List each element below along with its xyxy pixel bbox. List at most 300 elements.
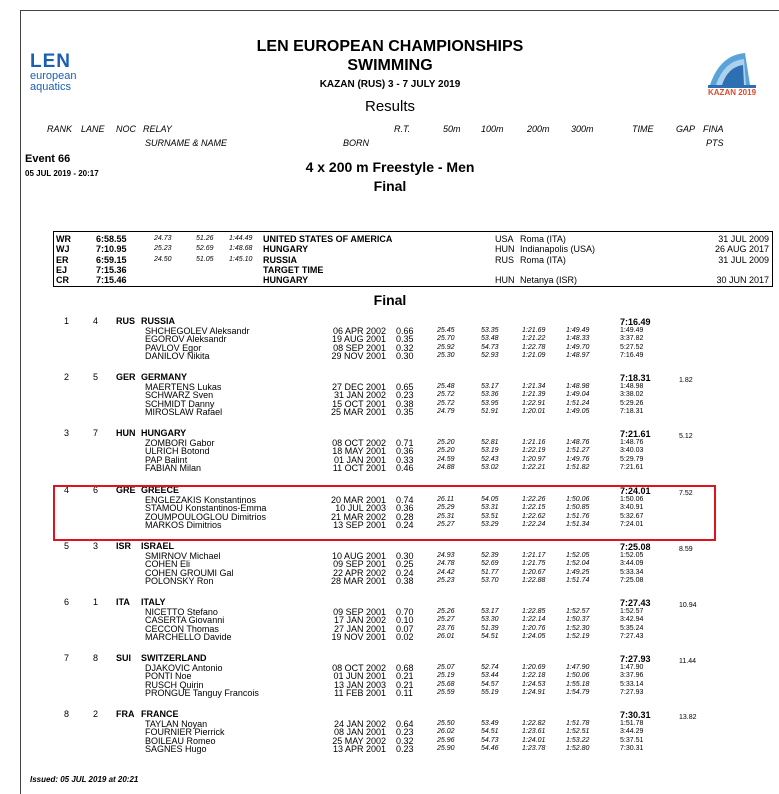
swimmer-split-100: 53.30 bbox=[481, 616, 499, 624]
swimmer-split-150: 1:21.16 bbox=[522, 438, 546, 446]
swimmer-split-150: 1:23.61 bbox=[522, 728, 546, 736]
swimmer-cumulative: 7:27.43 bbox=[620, 633, 644, 641]
swimmer-split-50: 25.92 bbox=[437, 343, 455, 351]
team-name: SWITZERLAND bbox=[141, 653, 207, 663]
swimmer-rt: 0.21 bbox=[396, 671, 414, 682]
swimmer-split-50: 25.20 bbox=[437, 447, 455, 455]
swimmer-split-200: 1:48.76 bbox=[566, 438, 590, 446]
swimmer-split-100: 54.51 bbox=[481, 633, 499, 641]
swimmer-split-100: 51.39 bbox=[481, 624, 499, 632]
swimmer-rt: 0.23 bbox=[396, 727, 414, 738]
swimmer-born: 31 JAN 2002 bbox=[333, 390, 386, 401]
swimmer-split-150: 1:20.97 bbox=[522, 455, 546, 463]
record-noc: USA bbox=[495, 234, 514, 244]
swimmer-born: 21 MAR 2002 bbox=[330, 511, 386, 522]
swimmer-split-50: 25.27 bbox=[437, 521, 455, 529]
team-time: 7:30.31 bbox=[620, 710, 651, 720]
team-lane: 8 bbox=[93, 653, 99, 663]
team-gap: 11.44 bbox=[679, 658, 696, 665]
swimmer-rt: 0.65 bbox=[396, 381, 414, 392]
swimmer-split-50: 25.26 bbox=[437, 607, 455, 615]
swimmer-cumulative: 3:37.82 bbox=[620, 335, 644, 343]
swimmer-born: 08 SEP 2001 bbox=[333, 342, 386, 353]
swimmer-rt: 0.02 bbox=[396, 632, 414, 643]
record-code: ER bbox=[56, 254, 69, 265]
swimmer-split-100: 53.95 bbox=[481, 399, 499, 407]
swimmer-cumulative: 5:37.51 bbox=[620, 736, 644, 744]
record-time: 7:15.46 bbox=[96, 275, 127, 286]
swimmer-split-200: 1:49.70 bbox=[566, 343, 590, 351]
team-rank: 6 bbox=[64, 597, 70, 607]
swimmer-split-150: 1:20.01 bbox=[522, 408, 546, 416]
col-noc: NOC bbox=[116, 124, 136, 134]
record-holder: RUSSIA bbox=[263, 254, 298, 265]
swimmer-name: COHEN GROUMI Gal bbox=[145, 567, 234, 578]
record-noc: HUN bbox=[495, 275, 515, 286]
swimmer-rt: 0.25 bbox=[396, 559, 414, 570]
swimmer-split-50: 25.20 bbox=[437, 438, 455, 446]
issued-note: Issued: 05 JUL 2019 at 20:21 bbox=[30, 775, 139, 784]
record-venue: Roma (ITA) bbox=[520, 234, 566, 244]
len-logo bbox=[30, 52, 90, 97]
team-gap: 13.82 bbox=[679, 714, 697, 721]
swimmer-name: BOILEAU Romeo bbox=[145, 735, 216, 746]
swimmer-born: 09 SEP 2001 bbox=[333, 606, 386, 617]
team-gap: 1.82 bbox=[679, 377, 693, 384]
swimmer-name: MAERTENS Lukas bbox=[145, 381, 222, 392]
swimmer-split-50: 25.59 bbox=[437, 689, 455, 697]
swimmer-split-100: 53.49 bbox=[481, 719, 499, 727]
record-date: 30 JUN 2017 bbox=[716, 275, 769, 286]
swimmer-split-150: 1:22.24 bbox=[522, 521, 546, 529]
team-time: 7:25.08 bbox=[620, 542, 651, 552]
swimmer-split-50: 23.76 bbox=[437, 624, 455, 632]
swimmer-born: 19 AUG 2001 bbox=[331, 334, 386, 345]
swimmer-split-50: 24.78 bbox=[437, 560, 455, 568]
record-code: CR bbox=[56, 275, 69, 286]
swimmer-born: 10 JUL 2003 bbox=[335, 503, 386, 514]
swimmer-split-100: 53.36 bbox=[481, 391, 499, 399]
swimmer-split-150: 1:22.91 bbox=[522, 399, 546, 407]
swimmer-split-50: 25.31 bbox=[437, 512, 455, 520]
swimmer-split-50: 24.42 bbox=[437, 568, 455, 576]
swimmer-cumulative: 5:29.79 bbox=[620, 455, 644, 463]
col-200m: 200m bbox=[527, 124, 550, 134]
swimmer-cumulative: 3:37.96 bbox=[620, 672, 644, 680]
swimmer-rt: 0.30 bbox=[396, 351, 414, 362]
swimmer-cumulative: 3:44.29 bbox=[620, 728, 644, 736]
swimmer-name: ULRICH Botond bbox=[145, 446, 210, 457]
team-time: 7:18.31 bbox=[620, 373, 651, 383]
col-300m: 300m bbox=[571, 124, 594, 134]
swimmer-split-50: 25.29 bbox=[437, 504, 455, 512]
swimmer-rt: 0.38 bbox=[396, 398, 414, 409]
swimmer-split-150: 1:21.22 bbox=[522, 335, 546, 343]
event-name: 4 x 200 m Freestyle - Men bbox=[305, 159, 475, 175]
swimmer-split-200: 1:51.78 bbox=[566, 719, 590, 727]
swimmer-name: PAVLOV Egor bbox=[145, 342, 202, 353]
kazan-logo bbox=[700, 45, 765, 100]
record-venue: Roma (ITA) bbox=[520, 254, 566, 265]
swimmer-split-150: 1:21.69 bbox=[522, 326, 546, 334]
swimmer-split-200: 1:50.06 bbox=[566, 495, 590, 503]
swimmer-split-200: 1:52.05 bbox=[566, 551, 590, 559]
swimmer-split-150: 1:21.09 bbox=[522, 352, 546, 360]
col-surname: SURNAME & NAME bbox=[145, 138, 228, 148]
swimmer-born: 13 JAN 2003 bbox=[333, 679, 386, 690]
swimmer-name: CASERTA Giovanni bbox=[145, 615, 225, 626]
swimmer-split-50: 26.11 bbox=[437, 495, 454, 503]
swimmer-born: 13 SEP 2001 bbox=[333, 520, 386, 531]
swimmer-name: SCHWARZ Sven bbox=[145, 390, 214, 401]
swimmer-split-50: 25.96 bbox=[437, 736, 455, 744]
swimmer-rt: 0.35 bbox=[396, 407, 414, 418]
swimmer-name: DJAKOVIC Antonio bbox=[145, 662, 223, 673]
team-rank: 7 bbox=[64, 653, 70, 663]
swimmer-split-100: 52.93 bbox=[481, 352, 499, 360]
swimmer-rt: 0.07 bbox=[396, 623, 414, 634]
swimmer-name: MIROSLAW Rafael bbox=[145, 407, 223, 418]
team-rank: 8 bbox=[64, 709, 70, 719]
col-gap: GAP bbox=[676, 124, 696, 134]
col-born: BORN bbox=[343, 138, 370, 148]
record-split-1: 25.23 bbox=[154, 245, 172, 253]
swimmer-born: 28 MAR 2001 bbox=[330, 576, 386, 587]
swimmer-cumulative: 1:48.98 bbox=[620, 382, 644, 390]
swimmer-split-50: 24.93 bbox=[437, 551, 455, 559]
highlight-box bbox=[53, 485, 716, 541]
team-noc: FRA bbox=[116, 709, 135, 719]
swimmer-cumulative: 5:33.34 bbox=[620, 568, 644, 576]
team-rank: 5 bbox=[64, 541, 70, 551]
swimmer-born: 15 OCT 2001 bbox=[332, 398, 386, 409]
swimmer-split-200: 1:52.30 bbox=[566, 624, 590, 632]
swimmer-split-50: 25.68 bbox=[437, 680, 455, 688]
swimmer-split-100: 54.46 bbox=[481, 745, 499, 753]
swimmer-name: SMIRNOV Michael bbox=[145, 550, 221, 561]
swimmer-name: PRONGUE Tanguy Francois bbox=[145, 688, 259, 699]
record-code: EJ bbox=[56, 264, 68, 275]
swimmer-split-100: 54.51 bbox=[481, 728, 499, 736]
event-number: Event 66 bbox=[25, 153, 71, 165]
team-noc: GER bbox=[116, 372, 136, 382]
swimmer-split-50: 25.27 bbox=[437, 616, 455, 624]
record-holder: TARGET TIME bbox=[263, 264, 324, 275]
swimmer-cumulative: 5:27.52 bbox=[620, 343, 644, 351]
swimmer-split-50: 25.23 bbox=[437, 577, 455, 585]
team-time: 7:27.93 bbox=[620, 654, 651, 664]
swimmer-name: FOURNIER Pierrick bbox=[145, 727, 225, 738]
swimmer-rt: 0.64 bbox=[396, 718, 414, 729]
swimmer-split-150: 1:20.69 bbox=[522, 663, 546, 671]
swimmer-cumulative: 7:18.31 bbox=[620, 408, 644, 416]
swimmer-born: 08 OCT 2002 bbox=[332, 437, 386, 448]
swimmer-name: MARCHELLO Davide bbox=[145, 632, 232, 643]
record-time: 7:10.95 bbox=[96, 244, 127, 255]
len-logo-text-1: european bbox=[30, 70, 77, 82]
swimmer-born: 27 DEC 2001 bbox=[331, 381, 386, 392]
swimmer-split-150: 1:22.18 bbox=[522, 672, 546, 680]
swimmer-split-50: 25.45 bbox=[437, 326, 455, 334]
swimmer-name: SCHMIDT Danny bbox=[145, 398, 215, 409]
championship-title: LEN EUROPEAN CHAMPIONSHIPS bbox=[256, 38, 524, 55]
sport-title: SWIMMING bbox=[347, 57, 433, 74]
venue-dates: KAZAN (RUS) 3 - 7 JULY 2019 bbox=[319, 79, 461, 90]
swimmer-split-200: 1:52.57 bbox=[566, 607, 590, 615]
swimmer-born: 10 AUG 2001 bbox=[331, 550, 386, 561]
swimmer-rt: 0.32 bbox=[396, 342, 414, 353]
swimmer-split-150: 1:24.05 bbox=[522, 633, 546, 641]
swimmer-cumulative: 7:30.31 bbox=[620, 745, 644, 753]
swimmer-rt: 0.10 bbox=[396, 615, 414, 626]
swimmer-cumulative: 1:49.49 bbox=[620, 326, 644, 334]
swimmer-cumulative: 7:21.61 bbox=[620, 464, 644, 472]
swimmer-split-200: 1:49.04 bbox=[566, 391, 590, 399]
swimmer-cumulative: 5:32.67 bbox=[620, 512, 644, 520]
swimmer-split-200: 1:51.34 bbox=[566, 521, 590, 529]
swimmer-split-200: 1:47.90 bbox=[566, 663, 590, 671]
swimmer-split-100: 54.73 bbox=[481, 736, 499, 744]
swimmer-name: ENGLEZAKIS Konstantinos bbox=[145, 494, 257, 505]
col-100m: 100m bbox=[481, 124, 504, 134]
team-lane: 7 bbox=[93, 428, 99, 438]
swimmer-cumulative: 3:40.91 bbox=[620, 504, 644, 512]
swimmer-rt: 0.68 bbox=[396, 662, 414, 673]
swimmer-split-50: 25.07 bbox=[437, 663, 455, 671]
swimmer-cumulative: 1:52.05 bbox=[620, 551, 644, 559]
swimmer-rt: 0.66 bbox=[396, 325, 414, 336]
team-name: GREECE bbox=[141, 485, 180, 495]
swimmer-rt: 0.70 bbox=[396, 606, 414, 617]
record-split-3: 1:45.10 bbox=[229, 255, 253, 263]
swimmer-cumulative: 7:16.49 bbox=[620, 352, 644, 360]
swimmer-split-200: 1:49.25 bbox=[566, 568, 590, 576]
team-name: RUSSIA bbox=[141, 316, 176, 326]
swimmer-name: MARKOS Dimitrios bbox=[145, 520, 222, 531]
swimmer-split-100: 54.05 bbox=[481, 495, 499, 503]
team-lane: 3 bbox=[93, 541, 99, 551]
swimmer-split-200: 1:50.06 bbox=[566, 672, 590, 680]
swimmer-split-200: 1:51.24 bbox=[566, 399, 590, 407]
swimmer-rt: 0.21 bbox=[396, 679, 414, 690]
swimmer-name: STAMOU Konstantinos-Emma bbox=[145, 503, 267, 514]
event-phase: Final bbox=[373, 178, 407, 194]
swimmer-split-150: 1:22.82 bbox=[522, 719, 546, 727]
swimmer-split-150: 1:21.75 bbox=[522, 560, 546, 568]
swimmer-rt: 0.28 bbox=[396, 511, 414, 522]
record-noc: HUN bbox=[495, 244, 515, 255]
team-rank: 3 bbox=[64, 428, 70, 438]
swimmer-name: ZOUMPOULOGLOU Dimitrios bbox=[145, 511, 267, 522]
team-gap: 5.12 bbox=[679, 433, 693, 440]
swimmer-rt: 0.33 bbox=[396, 454, 414, 465]
team-time: 7:21.61 bbox=[620, 429, 651, 439]
kazan-logo-text: KAZAN 2019 bbox=[708, 88, 757, 97]
swimmer-cumulative: 1:48.76 bbox=[620, 438, 644, 446]
swimmer-name: FABIAN Milan bbox=[145, 463, 202, 474]
team-name: FRANCE bbox=[141, 709, 179, 719]
swimmer-rt: 0.46 bbox=[396, 463, 414, 474]
swimmer-born: 01 JAN 2001 bbox=[333, 454, 386, 465]
swimmer-split-200: 1:51.76 bbox=[566, 512, 590, 520]
record-split-3: 1:44.49 bbox=[229, 235, 253, 242]
swimmer-split-200: 1:49.05 bbox=[566, 408, 590, 416]
team-noc: HUN bbox=[116, 428, 136, 438]
swimmer-split-100: 52.39 bbox=[481, 551, 499, 559]
swimmer-split-100: 53.02 bbox=[481, 464, 499, 472]
swimmer-split-150: 1:22.78 bbox=[522, 343, 546, 351]
swimmer-cumulative: 7:24.01 bbox=[620, 521, 644, 529]
swimmer-rt: 0.24 bbox=[396, 567, 414, 578]
swimmer-name: DANILOV Nikita bbox=[145, 351, 210, 362]
swimmer-split-50: 26.02 bbox=[437, 728, 455, 736]
swimmer-rt: 0.32 bbox=[396, 735, 414, 746]
team-gap: 7.52 bbox=[679, 490, 693, 497]
swimmer-split-150: 1:21.17 bbox=[522, 551, 546, 559]
team-noc: GRE bbox=[116, 485, 136, 495]
swimmer-born: 09 SEP 2001 bbox=[333, 559, 386, 570]
swimmer-split-200: 1:51.27 bbox=[566, 447, 590, 455]
swimmer-split-150: 1:24.91 bbox=[522, 689, 546, 697]
swimmer-rt: 0.71 bbox=[396, 437, 414, 448]
record-venue: Indianapolis (USA) bbox=[520, 244, 596, 255]
swimmer-rt: 0.30 bbox=[396, 550, 414, 561]
swimmer-split-50: 25.19 bbox=[437, 672, 455, 680]
swimmer-born: 29 NOV 2001 bbox=[331, 351, 386, 362]
swimmer-born: 08 JAN 2001 bbox=[333, 727, 386, 738]
swimmer-name: NICETTO Stefano bbox=[145, 606, 218, 617]
record-date: 31 JUL 2009 bbox=[718, 234, 769, 244]
col-pts: PTS bbox=[706, 138, 724, 148]
swimmer-rt: 0.74 bbox=[396, 494, 414, 505]
swimmer-rt: 0.36 bbox=[396, 446, 414, 457]
team-name: ITALY bbox=[141, 597, 166, 607]
swimmer-split-200: 1:52.04 bbox=[566, 560, 590, 568]
swimmer-split-150: 1:24.01 bbox=[522, 736, 546, 744]
swimmer-cumulative: 1:51.78 bbox=[620, 719, 644, 727]
col-rank: RANK bbox=[47, 124, 73, 134]
swimmer-split-150: 1:21.34 bbox=[522, 382, 546, 390]
swimmer-born: 01 JUN 2001 bbox=[333, 671, 386, 682]
swimmer-name: EGOROV Aleksandr bbox=[145, 334, 227, 345]
swimmer-cumulative: 5:35.24 bbox=[620, 624, 644, 632]
swimmer-split-150: 1:22.88 bbox=[522, 577, 546, 585]
col-50m: 50m bbox=[443, 124, 461, 134]
swimmer-split-200: 1:53.22 bbox=[566, 736, 590, 744]
team-lane: 6 bbox=[93, 485, 99, 495]
swimmer-split-100: 53.31 bbox=[481, 504, 499, 512]
swimmer-born: 25 MAR 2001 bbox=[330, 407, 386, 418]
swimmer-split-100: 53.48 bbox=[481, 335, 499, 343]
record-venue: Netanya (ISR) bbox=[520, 275, 578, 286]
swimmer-rt: 0.24 bbox=[396, 520, 414, 531]
swimmer-split-200: 1:48.33 bbox=[566, 335, 590, 343]
swimmer-cumulative: 5:29.26 bbox=[620, 399, 644, 407]
swimmer-born: 17 JAN 2002 bbox=[333, 615, 386, 626]
record-holder: HUNGARY bbox=[263, 244, 309, 255]
record-split-2: 52.69 bbox=[196, 245, 214, 253]
swimmer-split-200: 1:52.51 bbox=[566, 728, 590, 736]
swimmer-name: PAP Balint bbox=[145, 454, 188, 465]
swimmer-born: 06 APR 2002 bbox=[332, 325, 386, 336]
swimmer-rt: 0.23 bbox=[396, 744, 414, 755]
swimmer-split-200: 1:52.80 bbox=[566, 745, 590, 753]
swimmer-split-100: 51.91 bbox=[481, 408, 499, 416]
col-relay: RELAY bbox=[143, 124, 172, 134]
swimmer-born: 19 NOV 2001 bbox=[331, 632, 386, 643]
swimmer-cumulative: 3:42.94 bbox=[620, 616, 644, 624]
team-time: 7:24.01 bbox=[620, 486, 651, 496]
swimmer-born: 27 JAN 2001 bbox=[333, 623, 386, 634]
swimmer-born: 08 OCT 2002 bbox=[332, 662, 386, 673]
swimmer-split-100: 55.19 bbox=[481, 689, 499, 697]
swimmer-split-150: 1:22.26 bbox=[522, 495, 546, 503]
swimmer-born: 24 JAN 2002 bbox=[333, 718, 386, 729]
record-noc: RUS bbox=[495, 254, 515, 265]
swimmer-split-50: 25.72 bbox=[437, 399, 455, 407]
swimmer-split-50: 25.50 bbox=[437, 719, 455, 727]
swimmer-split-50: 26.01 bbox=[437, 633, 455, 641]
swimmer-name: SHCHEGOLEV Aleksandr bbox=[145, 325, 250, 336]
record-code: WJ bbox=[56, 244, 70, 255]
swimmer-split-150: 1:22.85 bbox=[522, 607, 546, 615]
swimmer-split-50: 25.72 bbox=[437, 391, 455, 399]
swimmer-name: TAYLAN Noyan bbox=[145, 718, 208, 729]
swimmer-split-100: 52.81 bbox=[481, 438, 499, 446]
team-noc: SUI bbox=[116, 653, 132, 663]
swimmer-split-100: 53.70 bbox=[481, 577, 499, 585]
swimmer-split-200: 1:50.85 bbox=[566, 504, 590, 512]
swimmer-split-100: 53.44 bbox=[481, 672, 499, 680]
swimmer-split-50: 25.48 bbox=[437, 382, 455, 390]
team-lane: 4 bbox=[93, 316, 99, 326]
record-split-2: 51.05 bbox=[196, 255, 214, 263]
len-logo-mark: LEN bbox=[30, 51, 71, 72]
swimmer-split-150: 1:23.78 bbox=[522, 745, 546, 753]
records-box bbox=[53, 231, 773, 287]
team-time: 7:27.43 bbox=[620, 598, 651, 608]
swimmer-cumulative: 1:47.90 bbox=[620, 663, 644, 671]
record-time: 6:58.55 bbox=[96, 234, 127, 244]
swimmer-born: 11 FEB 2001 bbox=[334, 688, 386, 699]
record-split-3: 1:48.68 bbox=[229, 245, 253, 253]
team-name: HUNGARY bbox=[141, 428, 187, 438]
swimmer-split-150: 1:22.15 bbox=[522, 504, 546, 512]
team-lane: 1 bbox=[93, 597, 99, 607]
swimmer-split-100: 52.43 bbox=[481, 455, 499, 463]
team-noc: ITA bbox=[116, 597, 130, 607]
swimmer-rt: 0.11 bbox=[396, 688, 413, 699]
team-lane: 2 bbox=[93, 709, 99, 719]
swimmer-split-50: 25.70 bbox=[437, 335, 455, 343]
col-time: TIME bbox=[632, 124, 654, 134]
swimmer-split-100: 53.51 bbox=[481, 512, 499, 520]
swimmer-cumulative: 3:40.03 bbox=[620, 447, 644, 455]
swimmer-rt: 0.38 bbox=[396, 576, 414, 587]
swimmer-split-200: 1:55.18 bbox=[566, 680, 590, 688]
swimmer-name: PONTI Noe bbox=[145, 671, 192, 682]
swimmer-name: POLONSKY Ron bbox=[145, 576, 214, 587]
swimmer-split-50: 24.79 bbox=[437, 408, 455, 416]
team-name: GERMANY bbox=[141, 372, 188, 382]
swimmer-split-200: 1:51.74 bbox=[566, 577, 590, 585]
team-gap: 10.94 bbox=[679, 602, 697, 609]
team-name: ISRAEL bbox=[141, 541, 175, 551]
swimmer-cumulative: 7:25.08 bbox=[620, 577, 644, 585]
swimmer-split-200: 1:50.37 bbox=[566, 616, 590, 624]
team-time: 7:16.49 bbox=[620, 317, 651, 327]
swimmer-split-50: 24.88 bbox=[437, 464, 455, 472]
